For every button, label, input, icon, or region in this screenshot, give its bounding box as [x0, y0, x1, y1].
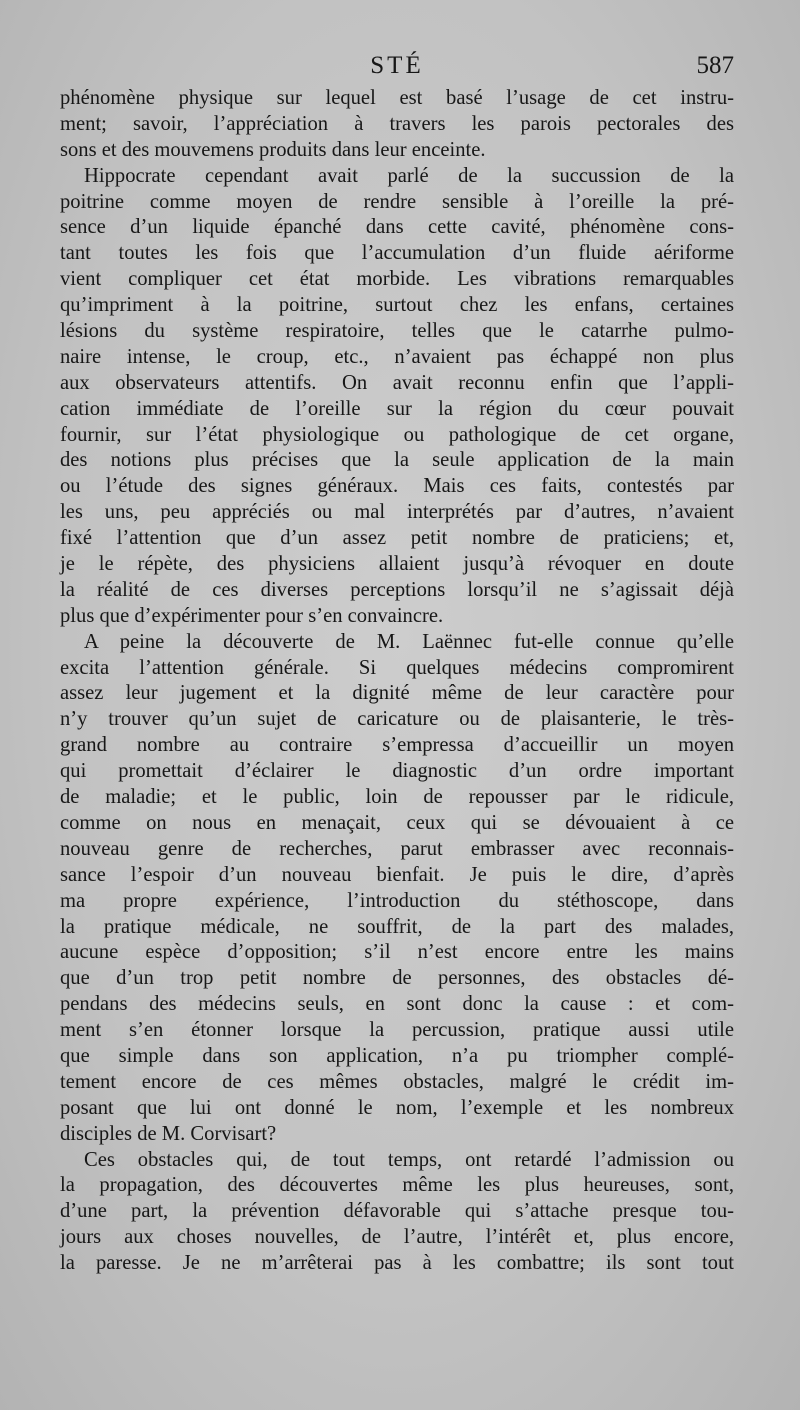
text-line: tement encore de ces mêmes obstacles, malgré le crédit im- [60, 1070, 734, 1093]
body-text [60, 86, 734, 1277]
text-line: comme on nous en menaçait, ceux qui se dévouaient à ce [60, 811, 734, 834]
text-line: excita l’attention générale. Si quelques médecins compromirent [60, 656, 734, 679]
text-line: d’une part, la prévention défavorable qui s’attache presque tou- [60, 1200, 734, 1223]
text-line: assez leur jugement et la dignité même de leur caractère pour [60, 682, 734, 705]
text-line: n’y trouver qu’un sujet de caricature ou de plaisanterie, le très- [60, 708, 734, 731]
text-line: sence d’un liquide épanché dans cette cavité, phénomène cons- [60, 216, 734, 239]
text-line: je le répète, des physiciens allaient jusqu’à révoquer en doute [60, 553, 734, 576]
text-line: fournir, sur l’état physiologique ou pathologique de cet organe, [60, 423, 734, 446]
text-line: cation immédiate de l’oreille sur la région du cœur pouvait [60, 397, 734, 420]
text-line: la paresse. Je ne m’arrêterai pas à les combattre; ils sont tout [60, 1252, 734, 1275]
text-line: la réalité de ces diverses perceptions lorsqu’il ne s’agissait déjà [60, 578, 734, 601]
paragraph-first-line: Hippocrate cependant avait parlé de la succussion de la [84, 164, 734, 187]
text-line: que d’un trop petit nombre de personnes, des obstacles dé- [60, 967, 734, 990]
running-head: STÉ [370, 52, 424, 79]
text-line: plus que d’expérimenter pour s’en convaincre. [60, 604, 444, 627]
text-line: qu’impriment à la poitrine, surtout chez les enfans, certaines [60, 294, 734, 317]
paragraph-first-line: A peine la découverte de M. Laënnec fut-elle connue qu’elle [84, 630, 734, 653]
text-line: fixé l’attention que d’un assez petit nombre de praticiens; et, [60, 527, 734, 550]
text-line: que simple dans son application, n’a pu triompher complé- [60, 1044, 734, 1067]
text-line: les uns, peu appréciés ou mal interprétés par d’autres, n’avaient [60, 501, 734, 524]
text-line: de maladie; et le public, loin de repousser par le ridicule, [60, 786, 734, 809]
text-line: aucune espèce d’opposition; s’il n’est encore entre les mains [60, 941, 734, 964]
text-line: tant toutes les fois que l’accumulation d’un fluide aériforme [60, 242, 734, 265]
text-line: jours aux choses nouvelles, de l’autre, l’intérêt et, plus encore, [60, 1226, 734, 1249]
text-line: posant que lui ont donné le nom, l’exemple et les nombreux [60, 1096, 734, 1119]
text-line: qui promettait d’éclairer le diagnostic d’un ordre important [60, 760, 734, 783]
text-line: ment; savoir, l’appréciation à travers les parois pectorales des [60, 112, 734, 135]
paragraph-first-line: Ces obstacles qui, de tout temps, ont retardé l’admission ou [84, 1148, 734, 1171]
page-header [60, 48, 734, 88]
text-line: disciples de M. Corvisart? [60, 1122, 277, 1145]
text-line: aux observateurs attentifs. On avait reconnu enfin que l’appli- [60, 371, 734, 394]
page-number: 587 [696, 52, 734, 79]
text-line: ma propre expérience, l’introduction du stéthoscope, dans [60, 889, 734, 912]
text-line: grand nombre au contraire s’empressa d’accueillir un moyen [60, 734, 734, 757]
text-line: des notions plus précises que la seule application de la main [60, 449, 734, 472]
text-line: ou l’étude des signes généraux. Mais ces faits, contestés par [60, 475, 734, 498]
text-line: pendans des médecins seuls, en sont donc la cause : et com- [60, 993, 734, 1016]
text-line: poitrine comme moyen de rendre sensible à l’oreille la pré- [60, 190, 734, 213]
text-line: sons et des mouvemens produits dans leur enceinte. [60, 138, 486, 161]
text-line: nouveau genre de recherches, parut embrasser avec reconnais- [60, 837, 734, 860]
text-line: la propagation, des découvertes même les plus heureuses, sont, [60, 1174, 734, 1197]
text-line: ment s’en étonner lorsque la percussion, pratique aussi utile [60, 1019, 734, 1042]
text-line: la pratique médicale, ne souffrit, de la part des malades, [60, 915, 734, 938]
text-line: vient compliquer cet état morbide. Les vibrations remarquables [60, 268, 734, 291]
text-line: sance l’espoir d’un nouveau bienfait. Je puis le dire, d’après [60, 863, 734, 886]
text-line: naire intense, le croup, etc., n’avaient pas échappé non plus [60, 345, 734, 368]
text-line: phénomène physique sur lequel est basé l’usage de cet instru- [60, 87, 734, 109]
text-line: lésions du système respiratoire, telles que le catarrhe pulmo- [60, 320, 734, 343]
